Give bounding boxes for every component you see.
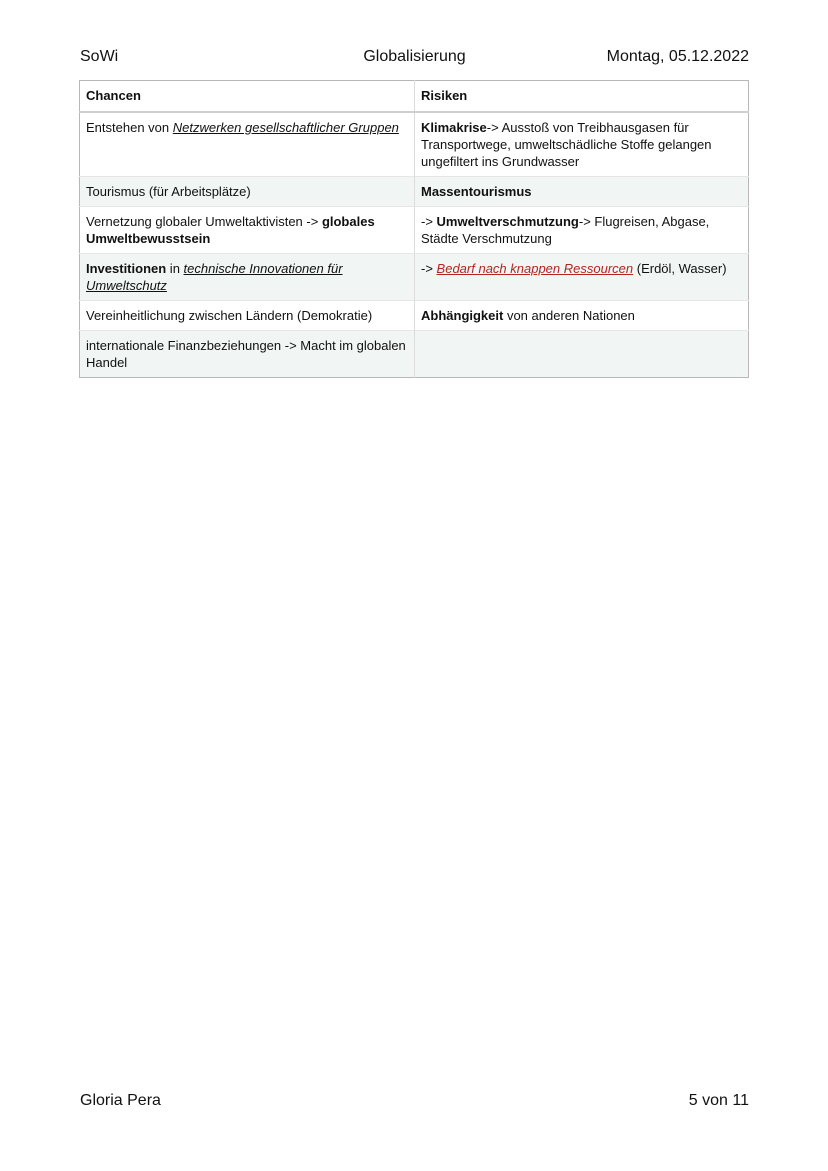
cell-text-segment: Tourismus (für Arbeitsplätze)	[86, 184, 251, 199]
cell-chance	[80, 207, 415, 254]
cell-text-segment: Netzwerken gesellschaftlicher Gruppen	[172, 120, 399, 135]
cell-chance	[80, 331, 415, 378]
cell-text-segment: von anderen Nationen	[503, 308, 635, 323]
table-row	[80, 331, 749, 378]
cell-text-segment: internationale Finanzbeziehungen -> Macht im globalen Handel	[86, 338, 406, 370]
cell-text-segment: Entstehen von	[86, 120, 173, 135]
table-row	[80, 207, 749, 254]
chancen-risiken-table	[79, 80, 749, 378]
cell-text-segment: Bedarf nach knappen Ressourcen	[436, 261, 634, 276]
table-body	[80, 112, 749, 378]
cell-risk	[415, 112, 749, 177]
cell-text-segment: Vereinheitlichung zwischen Ländern (Demokratie)	[86, 308, 373, 323]
header-title: Globalisierung	[363, 48, 466, 65]
cell-text-segment: globales Umweltbewusstsein	[86, 214, 375, 246]
cell-text-segment: Klimakrise	[421, 120, 487, 135]
cell-text-segment: Investitionen	[86, 261, 167, 276]
cell-text-segment: technische Innovationen für Umweltschutz	[86, 261, 343, 293]
column-header-risiken: Risiken	[415, 81, 749, 113]
cell-text-segment: in	[166, 261, 184, 276]
cell-text-segment: -> Flugreisen, Abgase, Städte Verschmutzung	[421, 214, 710, 246]
cell-text-segment: Umweltverschmutzung	[436, 214, 579, 229]
table-row	[80, 254, 749, 301]
cell-text-segment: ->	[421, 261, 437, 276]
cell-risk	[415, 207, 749, 254]
cell-risk	[415, 331, 749, 378]
cell-text-segment: ->	[421, 214, 437, 229]
cell-chance	[80, 254, 415, 301]
page-footer	[80, 1092, 749, 1114]
cell-text-segment: -> Ausstoß von Treibhausgasen für Transportwege, umweltschädliche Stoffe gelangen ungefiltert ins Grundwasser	[421, 120, 712, 169]
chancen-risiken-table-container	[79, 80, 749, 378]
cell-text-segment: Abhängigkeit	[421, 308, 504, 323]
cell-text-segment: Massentourismus	[421, 184, 532, 199]
cell-chance	[80, 301, 415, 331]
column-header-chancen: Chancen	[80, 81, 415, 113]
cell-chance	[80, 177, 415, 207]
cell-risk	[415, 177, 749, 207]
footer-author: Gloria Pera	[80, 1092, 161, 1109]
table-header-row	[80, 81, 749, 113]
header-date: Montag, 05.12.2022	[606, 48, 749, 65]
header-subject: SoWi	[80, 48, 119, 65]
table-row	[80, 301, 749, 331]
cell-risk	[415, 301, 749, 331]
table-row	[80, 177, 749, 207]
cell-text-segment: Vernetzung globaler Umweltaktivisten ->	[86, 214, 322, 229]
cell-text-segment: (Erdöl, Wasser)	[633, 261, 727, 276]
footer-page-number: 5 von 11	[688, 1092, 749, 1109]
cell-risk	[415, 254, 749, 301]
table-row	[80, 112, 749, 177]
cell-chance	[80, 112, 415, 177]
page-header	[80, 48, 749, 70]
